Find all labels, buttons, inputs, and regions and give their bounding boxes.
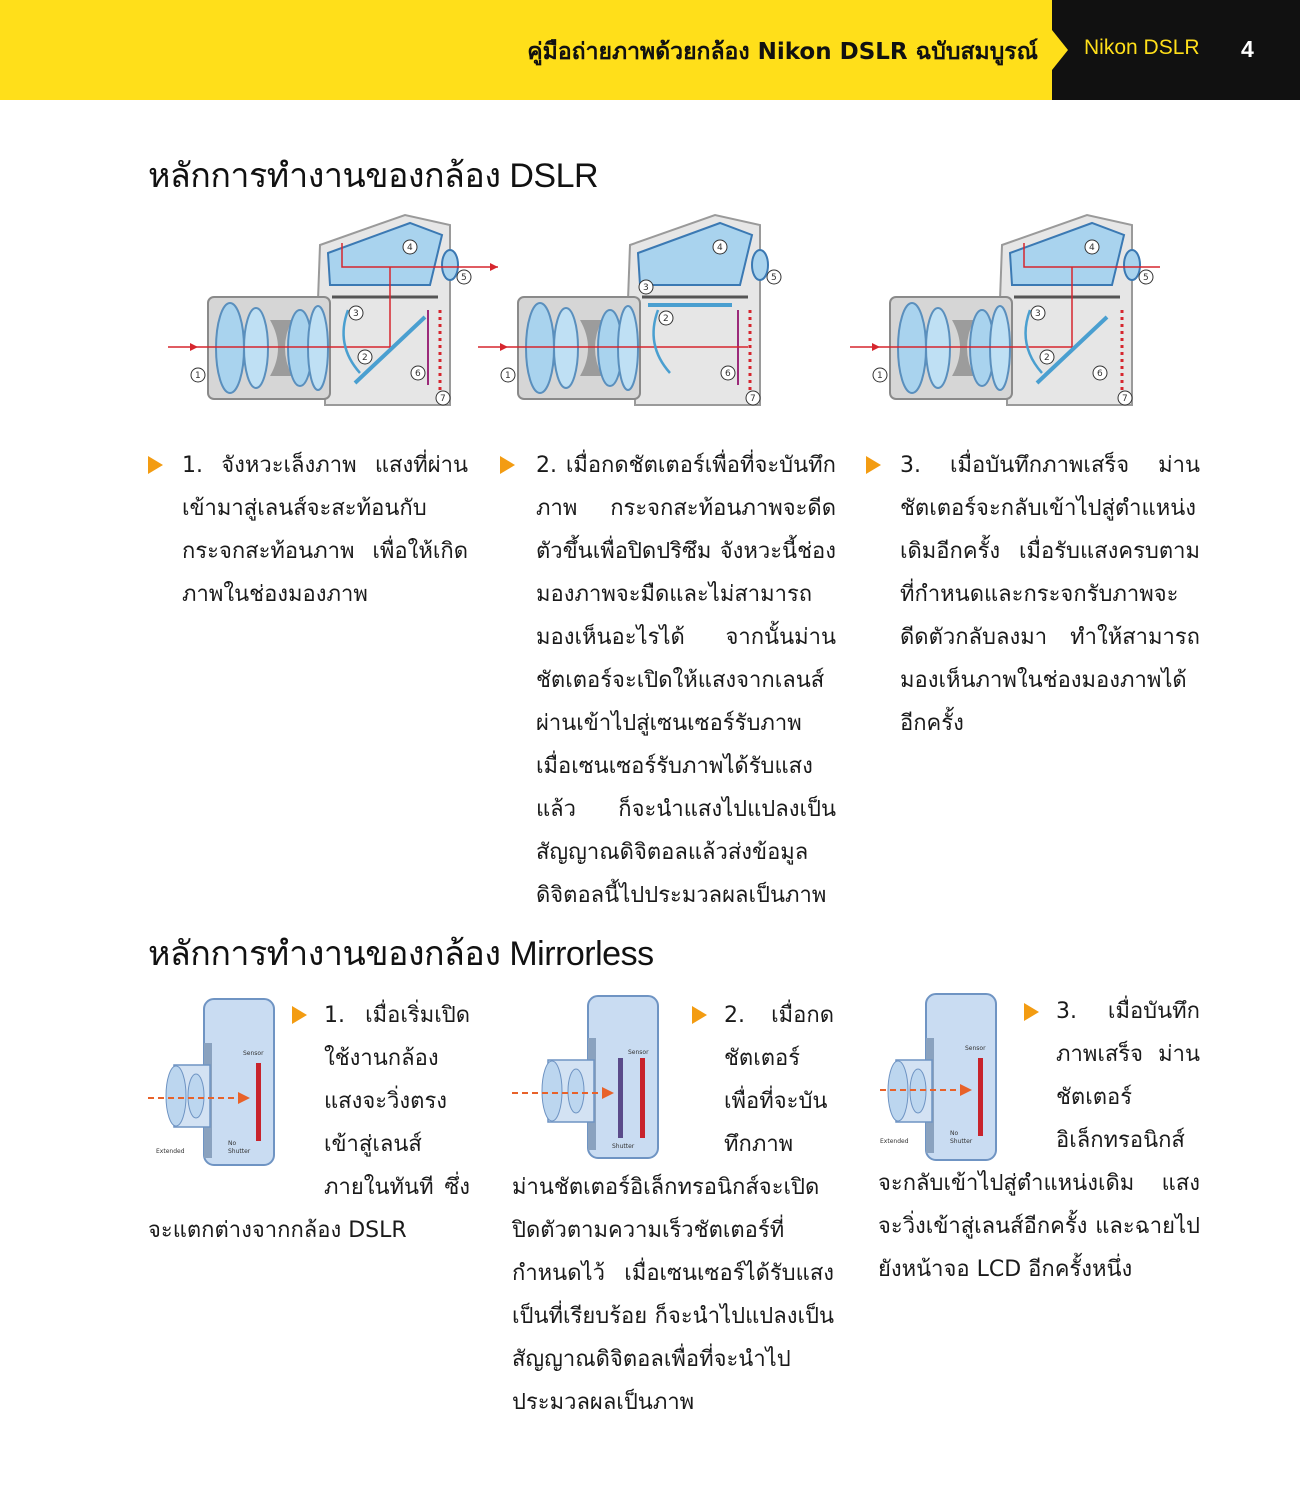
no-shutter-label: Shutter	[228, 1148, 251, 1155]
callout-7: 7	[1122, 394, 1128, 404]
eyepiece	[1124, 250, 1140, 280]
callout-3: 3	[643, 283, 649, 293]
dslr-step-1: 1. จังหวะเล็งภาพ แสงที่ผ่านเข้ามาสู่เลนส์จะสะท้อนกับกระจกสะท้อนภาพ เพื่อให้เกิดภาพในช่องมองภาพ	[182, 453, 468, 607]
bullet-arrow-icon	[866, 456, 881, 474]
callout-3: 3	[1035, 309, 1041, 319]
callout-2: 2	[663, 314, 669, 324]
callout-2: 2	[362, 353, 368, 363]
dslr-diagram-2	[470, 205, 815, 420]
callout-7: 7	[440, 394, 446, 404]
page-number: 4	[1241, 36, 1254, 62]
chevron-right-icon	[1052, 30, 1068, 70]
callout-1: 1	[195, 371, 201, 381]
callout-5: 5	[771, 273, 777, 283]
eyepiece	[442, 250, 458, 280]
dslr-diagram-1	[160, 205, 505, 420]
callout-4: 4	[1089, 243, 1095, 253]
pentaprism	[638, 223, 752, 285]
mirrorless-step-1: 1. เมื่อเริ่มเปิดใช้งานกล้อง แสงจะวิ่งตรงเข้าสู่เลนส์ภายในทันที ซึ่งจะแตกต่างจากกล้อง DSLR	[148, 1003, 470, 1243]
sensor-label: Sensor	[243, 1050, 264, 1057]
dslr-step-2: 2. เมื่อกดชัตเตอร์เพื่อที่จะบันทึกภาพ กระจกสะท้อนภาพจะดีดตัวขึ้นเพื่อปิดปริซึม จังหวะนี้ช่องมองภาพจะมืดและไม่สามารถมองเห็นอะไรได้ จากนั้นม่านชัตเตอร์จะเปิดให้แสงจากเลนส์ผ่านเข้าไปสู่เซนเซอร์รับภาพ เมื่อเซนเซอร์รับภาพได้รับแสงแล้ว ก็จะนำแสงไปแปลงเป็นสัญญาณดิจิตอลแล้วส่งข้อมูลดิจิตอลนี้ไปประมวลผลเป็นภาพ	[536, 453, 836, 908]
mirrorless-step-3: 3. เมื่อบันทึกภาพเสร็จ ม่านชัตเตอร์อิเล็กทรอนิกส์จะกลับเข้าไปสู่ตำแหน่งเดิม แสงจะวิ่งเข้าสู่เลนส์อีกครั้ง และฉายไปยังหน้าจอ LCD อีกครั้งหนึ่ง	[878, 999, 1200, 1282]
eyepiece	[752, 250, 768, 280]
callout-6: 6	[415, 369, 421, 379]
extended-label: Extended	[156, 1148, 185, 1155]
mirrorless-heading: หลักการทำงานของกล้อง Mirrorless	[148, 935, 654, 973]
callout-4: 4	[717, 243, 723, 253]
bullet-arrow-icon	[148, 456, 163, 474]
callout-3: 3	[353, 309, 359, 319]
callout-6: 6	[1097, 369, 1103, 379]
no-shutter-label: Shutter	[950, 1138, 973, 1145]
no-label: No	[950, 1130, 959, 1137]
callout-1: 1	[877, 371, 883, 381]
extended-label: Extended	[880, 1138, 909, 1145]
dslr-heading: หลักการทำงานของกล้อง DSLR	[148, 157, 599, 195]
callout-6: 6	[725, 369, 731, 379]
sensor-label: Sensor	[965, 1045, 986, 1052]
callout-5: 5	[1143, 273, 1149, 283]
bullet-arrow-icon	[500, 456, 515, 474]
dslr-step-3: 3. เมื่อบันทึกภาพเสร็จ ม่านชัตเตอร์จะกลับเข้าไปสู่ตำแหน่งเดิมอีกครั้ง เมื่อรับแสงครบตามที่กำหนดและกระจกรับภาพจะดีดตัวกลับลงมา ทำให้สามารถมองเห็นภาพในช่องมองภาพได้อีกครั้ง	[900, 453, 1200, 736]
dslr-diagram-3	[842, 205, 1187, 420]
pentaprism	[328, 223, 442, 285]
callout-2: 2	[1044, 353, 1050, 363]
callout-4: 4	[407, 243, 413, 253]
shutter-label: Shutter	[612, 1143, 635, 1150]
section-label: Nikon DSLR	[1084, 36, 1200, 59]
no-label: No	[228, 1140, 237, 1147]
page-header	[0, 0, 1300, 100]
callout-1: 1	[505, 371, 511, 381]
mirrorless-step-2: 2. เมื่อกดชัตเตอร์เพื่อที่จะบันทึกภาพ ม่านชัตเตอร์อิเล็กทรอนิกส์จะเปิดปิดตัวตามความเร็วชัตเตอร์ที่กำหนดไว้ เมื่อเซนเซอร์ได้รับแสงเป็นที่เรียบร้อย ก็จะนำไปแปลงเป็นสัญญาณดิจิตอลเพื่อที่จะนำไปประมวลผลเป็นภาพ	[512, 1003, 834, 1415]
callout-7: 7	[750, 394, 756, 404]
book-title: คู่มือถ่ายภาพด้วยกล้อง Nikon DSLR ฉบับสมบูรณ์	[527, 39, 1038, 65]
sensor-label: Sensor	[628, 1049, 649, 1056]
pentaprism	[1010, 223, 1124, 285]
callout-5: 5	[461, 273, 467, 283]
